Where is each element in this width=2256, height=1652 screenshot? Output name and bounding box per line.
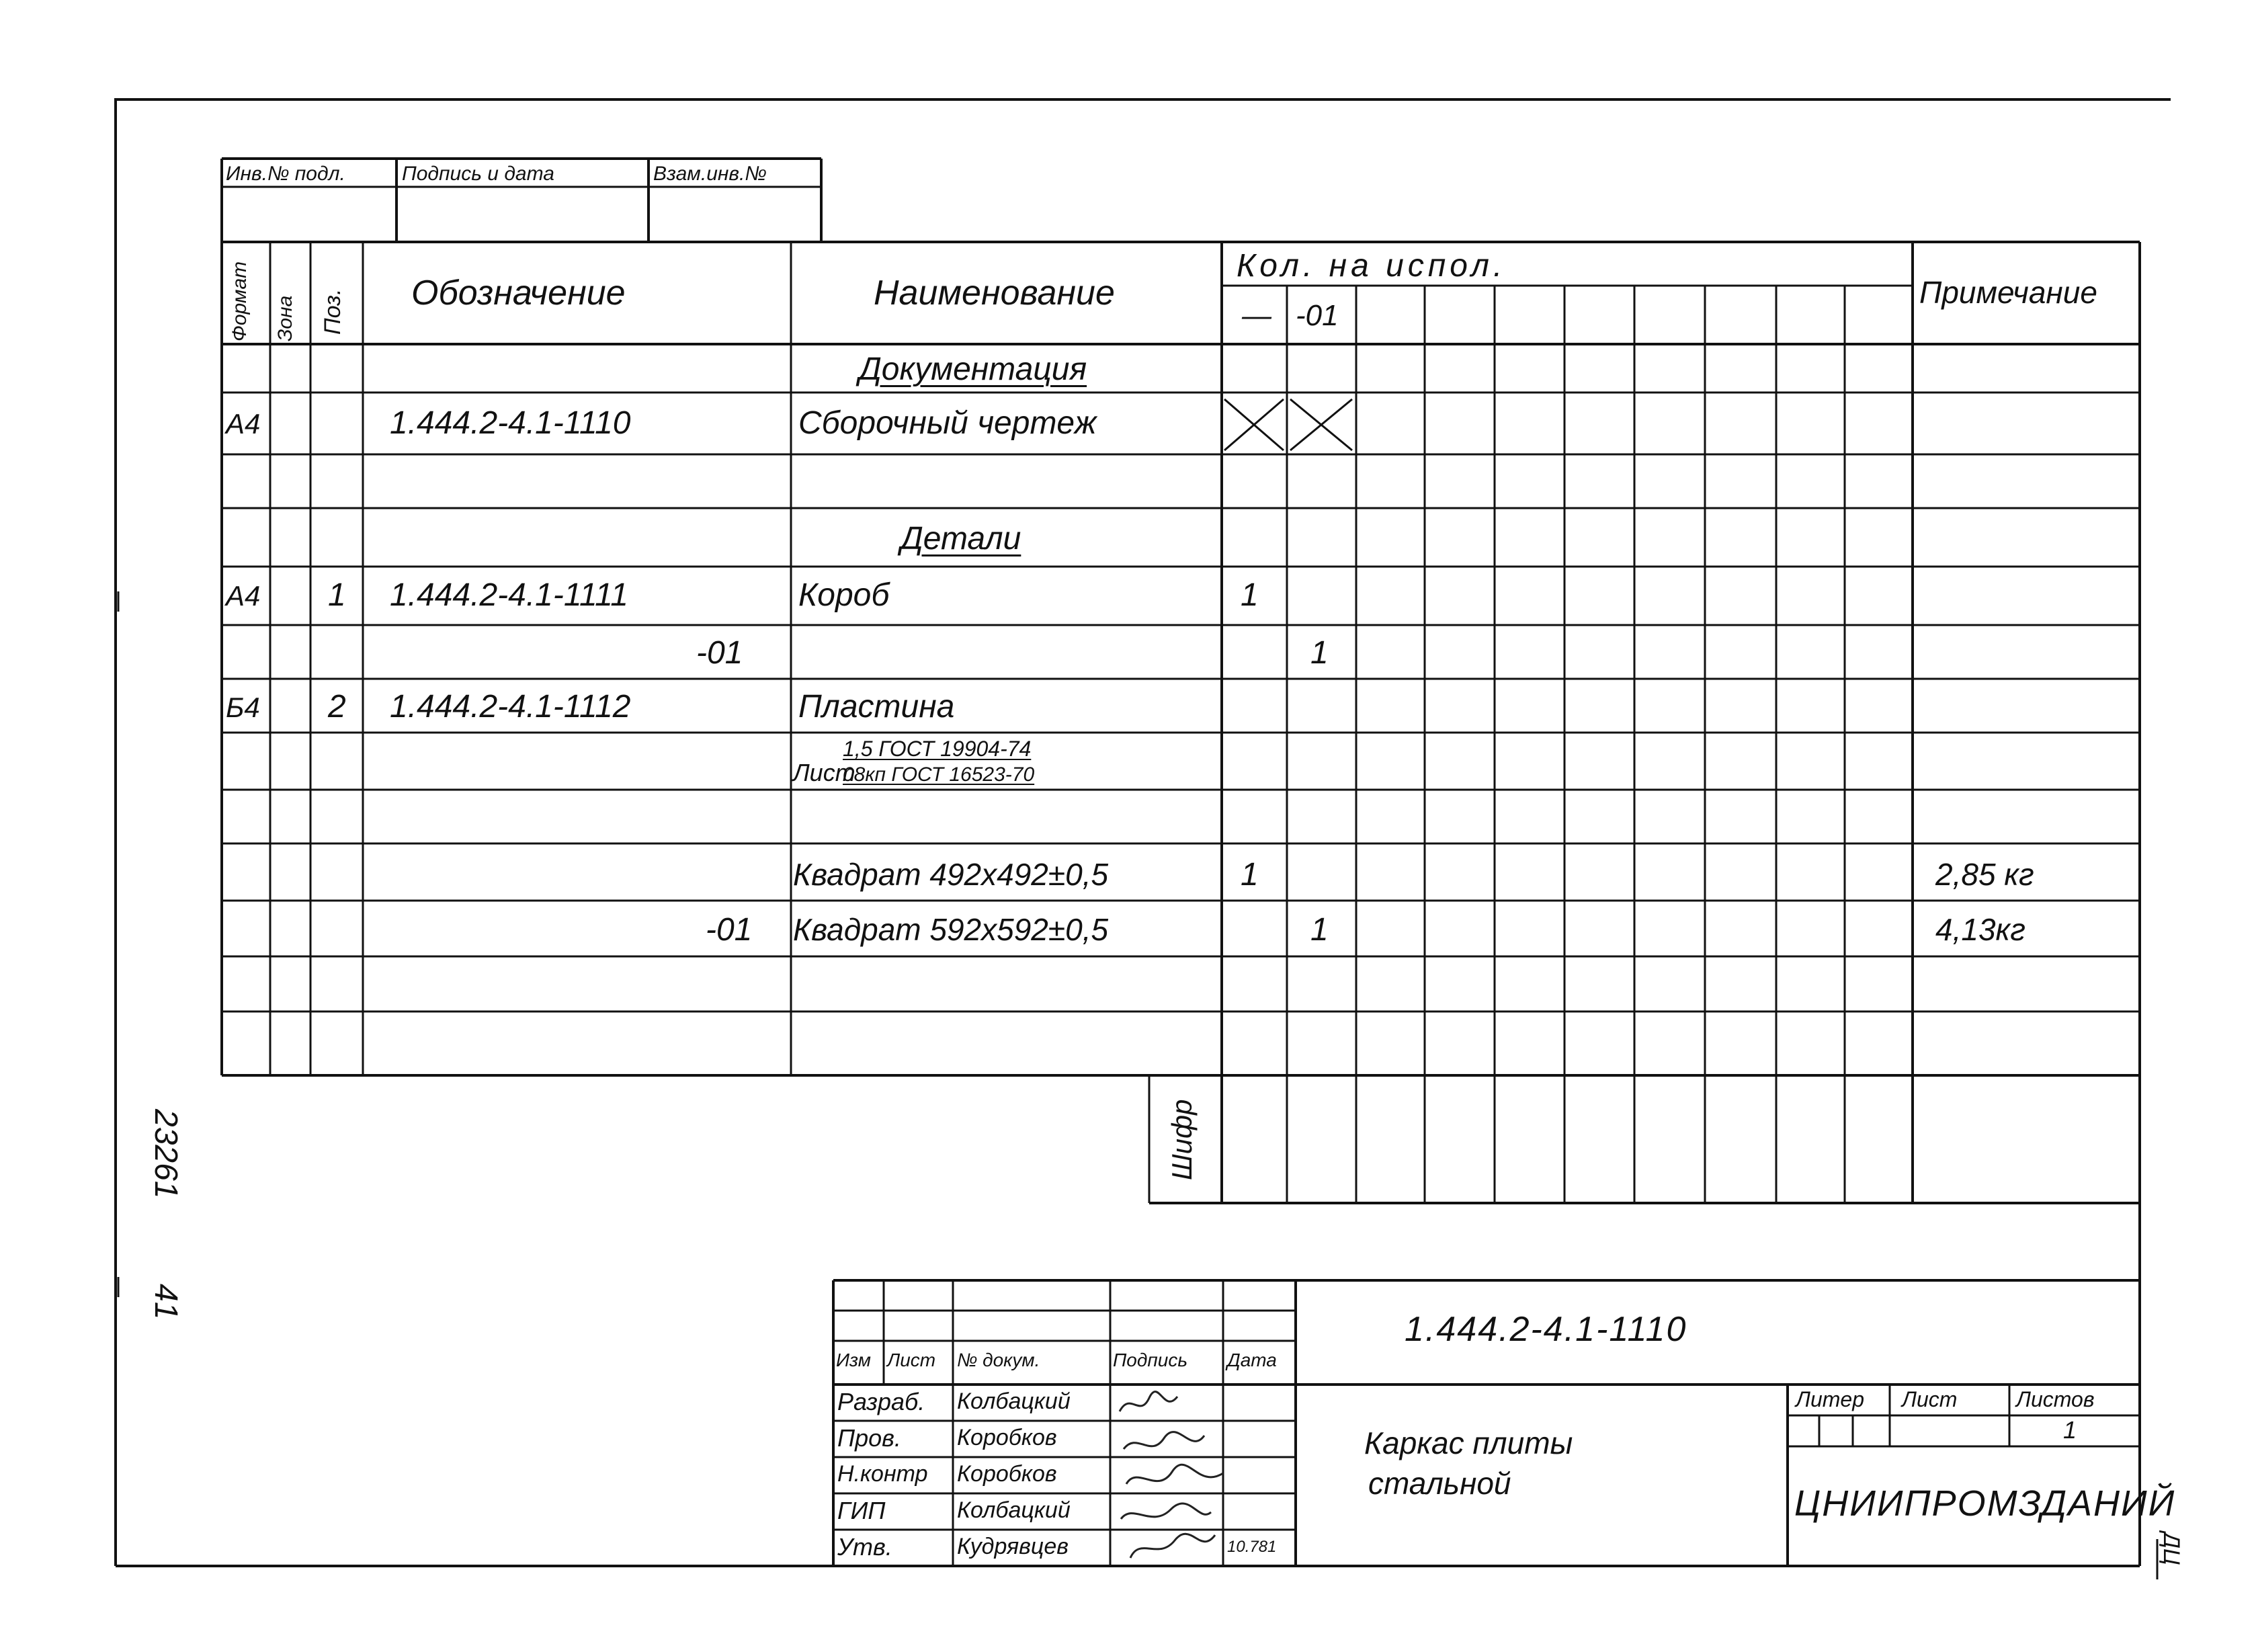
organization-name: ЦНИИПРОМЗДАНИЙ: [1794, 1483, 2176, 1524]
row2-qty-base: 1: [1241, 577, 1259, 613]
row4-pos: 2: [328, 689, 346, 725]
header-name: Наименование: [874, 274, 1115, 313]
side-number: 41: [148, 1284, 183, 1320]
header-designation: Обозначение: [411, 274, 626, 313]
row2-pos: 1: [328, 577, 346, 613]
person-role-5: Утв.: [837, 1533, 892, 1561]
liter-label: Литер: [1796, 1387, 1864, 1411]
row2-format: А4: [226, 580, 261, 612]
header-pos: Поз.: [320, 288, 345, 335]
header-qty-base: —: [1242, 299, 1271, 332]
row6-note: 2,85 кг: [1935, 857, 2034, 892]
row1-designation: 1.444.2-4.1-1110: [390, 405, 631, 441]
row4-name: Пластина: [798, 689, 955, 725]
person-role-1: Разраб.: [837, 1388, 925, 1415]
stamp-inv-no-label: Инв.№ подл.: [226, 163, 345, 185]
side-code: 23261: [148, 1109, 183, 1199]
side-right-mark: ДЦ: [2159, 1532, 2184, 1565]
person-name-4: Колбацкий: [957, 1497, 1071, 1523]
person-role-4: ГИП: [837, 1497, 886, 1524]
row6-qty-base: 1: [1241, 857, 1259, 893]
row5-sheet-label: Лист: [793, 759, 855, 786]
section-documentation: Документация: [859, 352, 1087, 387]
title-line-2: стальной: [1368, 1466, 1511, 1501]
header-zone: Зона: [274, 295, 296, 341]
col-docnum: № докум.: [957, 1350, 1040, 1370]
row3-designation: -01: [696, 635, 743, 671]
row7-designation: -01: [706, 912, 753, 948]
stamp-sign-date-label: Подпись и дата: [402, 163, 554, 185]
section-details: Детали: [901, 521, 1021, 556]
col-izm: Изм: [836, 1350, 871, 1370]
stamp-replace-inv-label: Взам.инв.№: [653, 163, 767, 185]
header-qty-01: -01: [1296, 299, 1339, 332]
row7-qty-01: 1: [1310, 912, 1329, 948]
row7-name: Квадрат 592х592±0,5: [793, 912, 1109, 947]
col-list: Лист: [887, 1350, 936, 1370]
sheet-label: Лист: [1902, 1387, 1958, 1411]
title-doc-number: 1.444.2-4.1-1110: [1405, 1310, 1687, 1349]
person-name-3: Коробков: [957, 1461, 1057, 1487]
row1-format: А4: [226, 408, 261, 440]
row4-format: Б4: [226, 692, 260, 723]
person-role-3: Н.контр: [837, 1461, 928, 1487]
row4-designation: 1.444.2-4.1-1112: [390, 689, 631, 725]
row2-name: Короб: [798, 577, 890, 613]
person-name-2: Коробков: [957, 1425, 1057, 1450]
row2-designation: 1.444.2-4.1-1111: [390, 577, 628, 613]
person-name-1: Колбацкий: [957, 1389, 1071, 1414]
header-note: Примечание: [1919, 275, 2097, 310]
sheets-label: Листов: [2016, 1387, 2095, 1411]
row5-fraction-bottom: 08кп ГОСТ 16523-70: [843, 763, 1035, 786]
sheets-value: 1: [2063, 1416, 2077, 1444]
header-qty: Кол. на испол.: [1237, 248, 1507, 284]
row5-fraction-top: 1,5 ГОСТ 19904-74: [843, 737, 1032, 761]
shifr-label: Шифр: [1166, 1099, 1198, 1180]
person-name-5: Кудрявцев: [957, 1534, 1069, 1559]
row7-note: 4,13кг: [1935, 912, 2025, 947]
row6-name: Квадрат 492х492±0,5: [793, 857, 1109, 892]
row1-name: Сборочный чертеж: [798, 405, 1097, 441]
header-format: Формат: [228, 261, 251, 341]
col-date: Дата: [1227, 1350, 1277, 1370]
col-sign: Подпись: [1113, 1350, 1188, 1370]
person-role-2: Пров.: [837, 1424, 901, 1452]
title-line-1: Каркас плиты: [1364, 1426, 1573, 1460]
approval-date: 10.781: [1227, 1538, 1277, 1556]
row3-qty-01: 1: [1310, 635, 1329, 671]
